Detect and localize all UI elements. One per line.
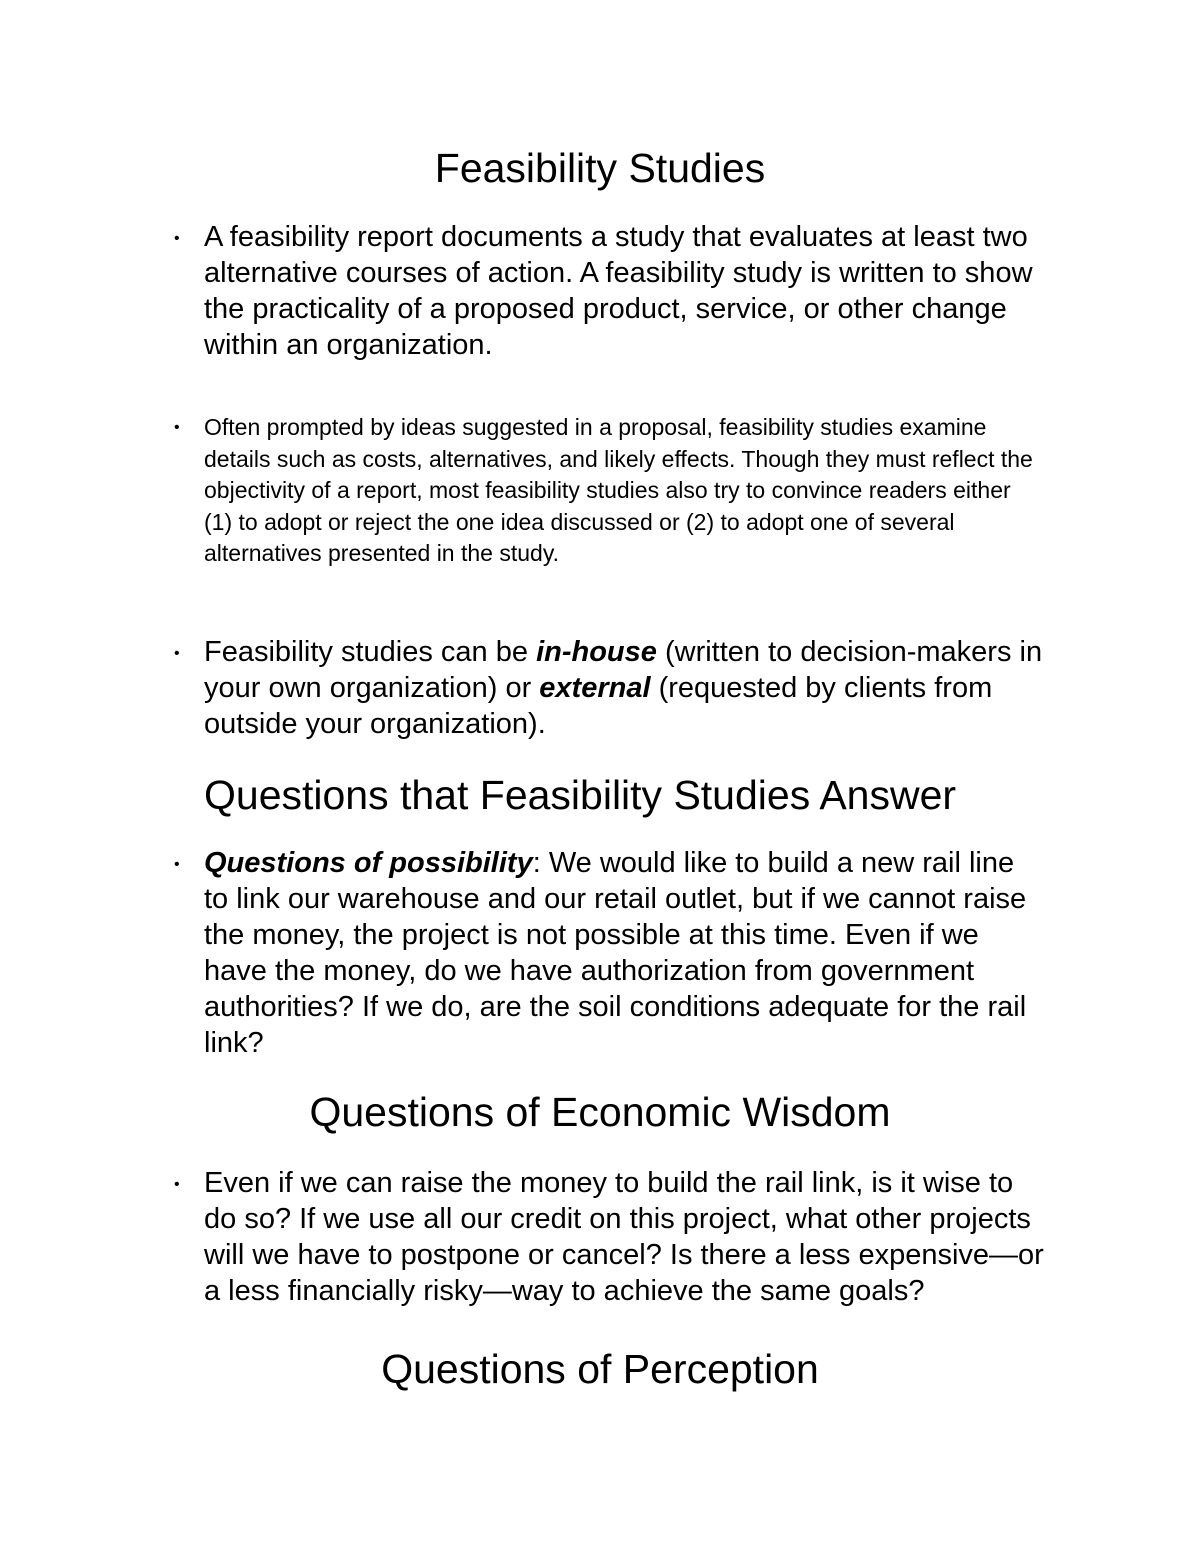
page-title: Feasibility Studies [434, 145, 766, 191]
bullet-questions-possibility [174, 845, 1044, 1061]
bullet-text [204, 845, 1044, 1061]
term-questions-of-possibility: Questions of possibility [204, 847, 533, 879]
bullet-text: Even if we can raise the money to build the rail link, is it wise to do so? If we use all our credit on this project, what other projects will we have to postpone or cancel? Is there a less expensive—or a less financially risky—way to achieve the same goals? [204, 1167, 1044, 1307]
bullet-text-part: (requested by clients from outside your organization). [204, 672, 993, 740]
bullet-feasibility-report [174, 219, 1044, 363]
bullet-marker: • [174, 645, 180, 662]
bullet-marker: • [174, 419, 180, 436]
bullet-economic-wisdom [174, 1165, 1044, 1309]
bullet-often-prompted [174, 412, 1044, 570]
bullet-marker: • [174, 230, 180, 247]
bullet-marker: • [174, 1176, 180, 1193]
term-in-house: in-house [536, 636, 657, 668]
bullet-text [204, 634, 1044, 742]
bullet-text-part: (written to decision-makers in your own organization) or [204, 636, 1043, 704]
heading-economic-wisdom: Questions of Economic Wisdom [309, 1089, 891, 1135]
bullet-text: A feasibility report documents a study that evaluates at least two alternative courses of action. A feasibility study is written to show the practicality of a proposed product, service, or other change within an organization. [204, 221, 1033, 361]
bullet-text-part: : We would like to build a new rail line to link our warehouse and our retail outlet, but if we cannot raise the money, the project is not possible at this time. Even if we have the money, do we have authorization from government authorities? If we do, are the soil conditions adequate for the rail link? [204, 847, 1027, 1059]
heading-questions-answer: Questions that Feasibility Studies Answer [204, 772, 957, 818]
bullet-text: Often prompted by ideas suggested in a proposal, feasibility studies examine details such as costs, alternatives, and likely effects. Though they must reflect the objectivity of a report, most feasibility studies also try to convince readers either (1) to adopt or reject the one idea discussed or (2) to adopt one of several alternatives presented in the study. [204, 414, 1033, 566]
heading-perception: Questions of Perception [381, 1346, 819, 1392]
bullet-text-part: Feasibility studies can be [204, 636, 537, 668]
term-external: external [539, 672, 651, 704]
bullet-marker: • [174, 856, 180, 873]
bullet-in-house-external [174, 634, 1044, 742]
